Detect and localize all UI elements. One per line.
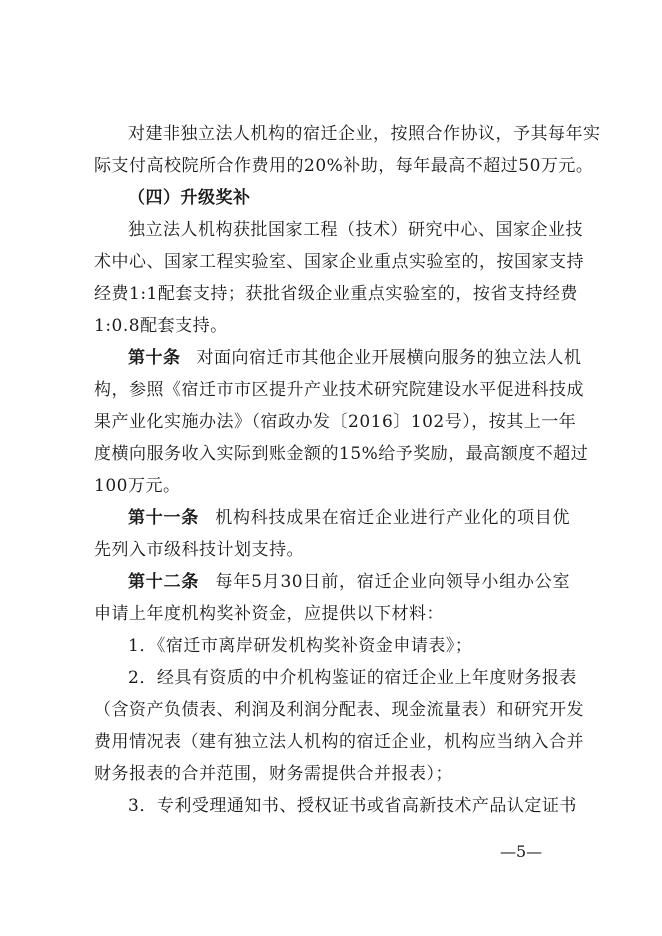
paragraph-line: 构，参照《宿迁市市区提升产业技术研究院建设水平促进科技成 — [94, 380, 584, 400]
paragraph-line: 经费1:1配套支持；获批省级企业重点实验室的，按省支持经费 — [94, 284, 578, 304]
article-12-line — [94, 566, 570, 598]
paragraph-line: 独立法人机构获批国家工程（技术）研究中心、国家企业技 — [128, 220, 583, 240]
list-item: 3．专利受理通知书、授权证书或省高新技术产品认定证书 — [128, 796, 577, 816]
article-label: 第十一条 — [128, 508, 199, 528]
paragraph-line: 1:0.8配套支持。 — [94, 316, 228, 336]
paragraph-line: 申请上年度机构奖补资金，应提供以下材料： — [94, 604, 444, 624]
article-10-line — [94, 342, 582, 374]
article-text: 每年5月30日前，宿迁企业向领导小组办公室 — [215, 572, 571, 592]
paragraph-line: 术中心、国家工程实验室、国家企业重点实验室的，按国家支持 — [94, 252, 584, 272]
article-11-line — [94, 502, 570, 534]
page-number: —5— — [500, 842, 543, 861]
article-text: 机构科技成果在宿迁企业进行产业化的项目优 — [215, 508, 570, 528]
paragraph-line: 100万元。 — [94, 476, 181, 496]
article-label: 第十二条 — [128, 572, 200, 592]
body-text — [94, 118, 601, 822]
paragraph-line: （含资产负债表、利润及利润分配表、现金流量表）和研究开发 — [94, 700, 584, 720]
section-heading: （四）升级奖补 — [128, 188, 251, 208]
paragraph-line: 际支付高校院所合作费用的20%补助，每年最高不超过50万元。 — [94, 156, 594, 176]
paragraph-line: 财务报表的合并范围，财务需提供合并报表）； — [94, 764, 453, 784]
article-text: 对面向宿迁市其他企业开展横向服务的独立法人机 — [196, 348, 582, 368]
paragraph-line: 果产业化实施办法》（宿政办发〔2016〕102号），按其上一年 — [94, 412, 577, 432]
paragraph-line: 对建非独立法人机构的宿迁企业，按照合作协议，予其每年实 — [128, 124, 601, 144]
paragraph-line: 度横向服务收入实际到账金额的15%给予奖励，最高额度不超过 — [94, 444, 589, 464]
paragraph-line: 费用情况表（建有独立法人机构的宿迁企业，机构应当纳入合并 — [94, 732, 584, 752]
article-label: 第十条 — [128, 348, 181, 368]
list-item: 1．《宿迁市离岸研发机构奖补资金申请表》； — [128, 636, 473, 656]
list-item: 2．经具有资质的中介机构鉴证的宿迁企业上年度财务报表 — [128, 668, 577, 688]
paragraph-line: 先列入市级科技计划支持。 — [94, 540, 304, 560]
